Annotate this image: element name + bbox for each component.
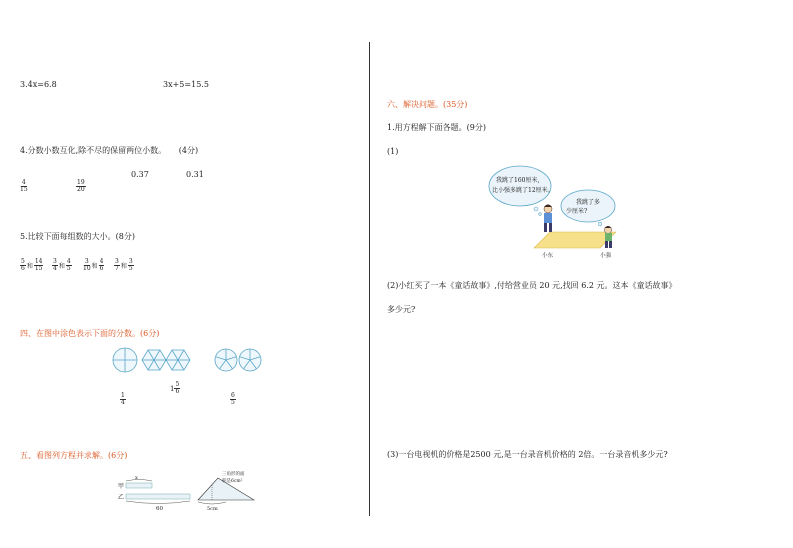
fraction-numerator: 5 (175, 381, 180, 388)
sec4-label-2 (170, 382, 180, 396)
triangle-note-2: 积是6cm² (222, 479, 243, 484)
q4-item-1 (20, 169, 28, 194)
q4-item-3: 0.37 (131, 170, 149, 179)
hexagon-shape-1 (142, 350, 166, 370)
column-divider (369, 42, 370, 516)
fraction-numerator: 3 (53, 258, 57, 265)
fraction-numerator: 3 (128, 258, 133, 265)
fraction-numerator: 14 (34, 258, 43, 265)
problem-3: (3)一台电视机的价格是2500 元,是一台录音机价格的 2倍。一台录音机多少元? (387, 450, 668, 459)
fraction-numerator: 19 (77, 179, 85, 186)
q5-pair-1 (20, 259, 43, 273)
bar-jia (126, 483, 152, 488)
x-label: x (135, 475, 138, 481)
bubble-2-line-2: 少厘米? (566, 208, 588, 215)
q5-pair-3 (83, 259, 104, 273)
fraction-denominator: 10 (83, 265, 91, 273)
question-4-text: 4.分数小数互化,除不尽的保留两位小数。 (20, 146, 167, 155)
jump-illustration (488, 162, 620, 260)
q5-pair-2 (52, 259, 72, 273)
fraction-denominator: 15 (34, 265, 43, 273)
question-4-score: (4分) (178, 146, 199, 155)
speech-bubble-1 (489, 166, 551, 206)
yi-label: 乙 (118, 494, 125, 501)
fraction-denominator: 7 (115, 265, 119, 273)
fraction-numerator: 3 (115, 258, 119, 265)
mixed-whole: 1 (170, 384, 175, 393)
fraction-numerator: 3 (84, 258, 89, 265)
q4-item-4: 0.31 (186, 170, 204, 179)
name-xiaoqiang: 小强 (600, 253, 612, 259)
section-4-title: 四、在图中涂色表示下面的分数。(6分) (20, 329, 160, 338)
equation-diagram (112, 468, 272, 514)
sec4-label-1 (120, 382, 126, 407)
jia-label: 甲 (118, 483, 125, 490)
question-4-title (20, 147, 198, 155)
pentagon-circle-2 (239, 349, 261, 371)
total-label: 60 (156, 506, 163, 512)
fraction-denominator: 6 (99, 265, 104, 273)
problem-2-line-2: 多少元? (387, 305, 416, 314)
fraction-numerator: 4 (21, 179, 26, 186)
triangle-note-1: 三角形的面 (222, 472, 245, 477)
compare-separator: 和 (120, 263, 127, 271)
q5-pair-4 (114, 259, 134, 273)
name-xiaodong: 小东 (542, 253, 554, 259)
bar-yi (126, 494, 190, 499)
section-5-title: 五、看图列方程并求解。(6分) (20, 451, 128, 460)
q4-item-2 (76, 169, 86, 194)
fraction-denominator: 4 (121, 399, 125, 407)
fraction-denominator: 4 (53, 265, 57, 273)
problem-2-line-1: (2)小红买了一本《童话故事》,付给营业员 20 元,找回 6.2 元。这本《童话故事》 (387, 281, 677, 290)
sec4-label-3 (230, 382, 236, 407)
fraction-denominator: 5 (128, 265, 133, 273)
compare-separator: 和 (91, 263, 98, 271)
section-6-title: 六、解决问题。(35分) (387, 100, 468, 109)
fraction-denominator: 5 (231, 399, 235, 407)
fraction-numerator: 1 (121, 392, 125, 399)
fraction-denominator: 5 (66, 265, 71, 273)
fraction-numerator: 5 (21, 258, 25, 265)
pentagon-circle-1 (215, 349, 237, 371)
compare-separator: 和 (26, 263, 33, 271)
compare-separator: 和 (58, 263, 65, 271)
fraction-denominator: 6 (175, 388, 180, 396)
fraction-numerator: 6 (231, 392, 235, 399)
fraction-numerator: 4 (99, 258, 104, 265)
equation-1: 3.4x=6.8 (20, 80, 57, 89)
fraction-denominator: 6 (21, 265, 25, 273)
bubble-2-line-1: 我跳了多 (576, 199, 601, 206)
bubble-1-line-1: 我跳了160厘米, (496, 177, 540, 184)
bubble-1-line-2: 比小强多跳了12厘米。 (492, 187, 554, 194)
equation-2: 3x+5=15.5 (163, 80, 209, 89)
question-5-title: 5.比较下面每组数的大小。(8分) (20, 232, 135, 241)
fraction-numerator: 4 (66, 258, 71, 265)
speech-bubble-2 (561, 190, 615, 222)
fraction-denominator: 20 (77, 186, 85, 194)
fraction-shapes (110, 345, 270, 377)
fraction-denominator: 15 (20, 186, 28, 194)
question-1-title: 1.用方程解下面各题。(9分) (387, 123, 486, 132)
problem-1-label: (1) (387, 147, 399, 156)
hexagon-shape-2 (166, 350, 190, 370)
base-label: 5cm (207, 506, 218, 512)
